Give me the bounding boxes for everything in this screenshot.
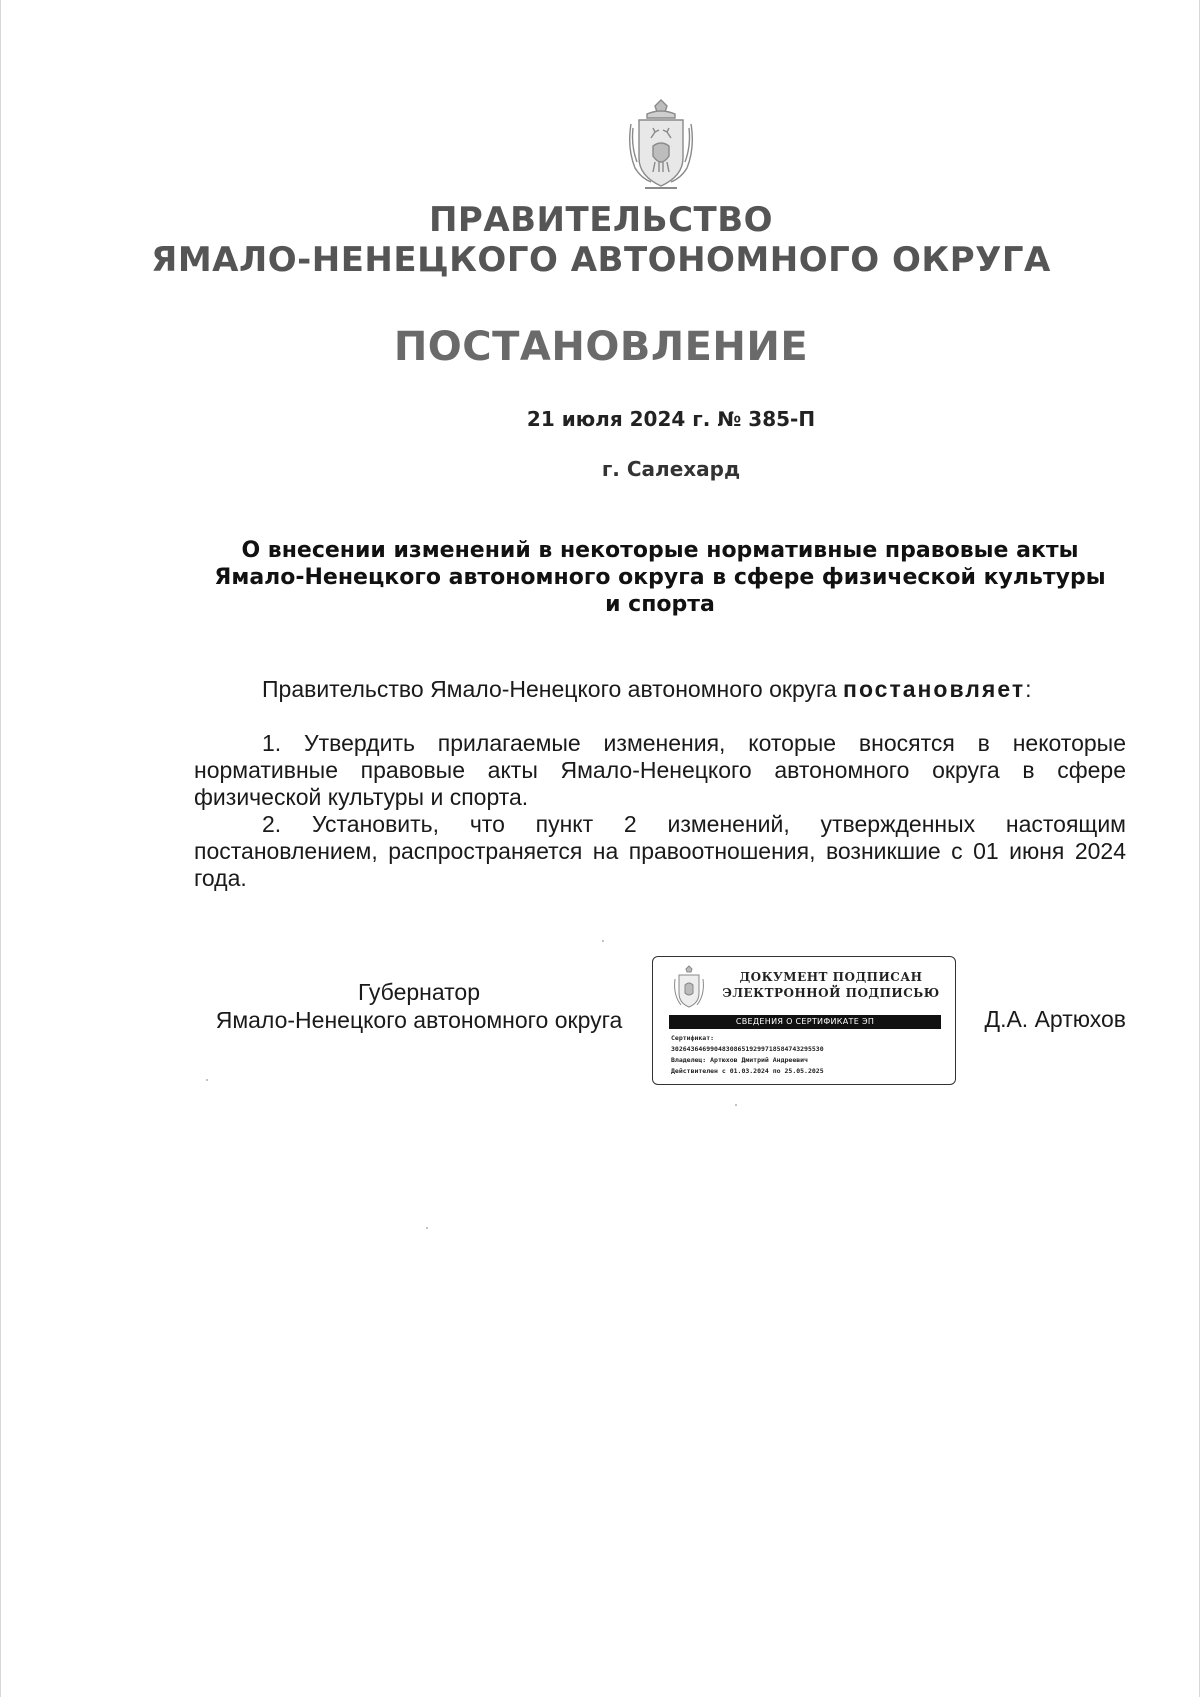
scan-speck: [735, 1104, 737, 1106]
document-date-number: 21 июля 2024 г. № 385-П: [526, 407, 816, 431]
position-title: Губернатор: [357, 979, 481, 1005]
stamp-validity: Действителен с 01.03.2024 по 25.05.2025: [671, 1067, 824, 1075]
position-region: Ямало-Ненецкого автономного округа: [215, 1007, 623, 1033]
stamp-cert-label: Сертификат:: [671, 1034, 715, 1042]
stamp-owner: Владелец: Артюхов Дмитрий Андреевич: [671, 1056, 808, 1064]
government-name: ПРАВИТЕЛЬСТВО: [428, 200, 774, 240]
preamble-text: Правительство Ямало-Ненецкого автономного округа: [262, 676, 844, 702]
scan-speck: [206, 1079, 208, 1081]
coat-of-arms-icon: [673, 965, 705, 1011]
preamble-tail: :: [1025, 676, 1032, 702]
subject-line: и спорта: [605, 592, 715, 617]
signatory-name: Д.А. Артюхов: [984, 1006, 1126, 1032]
scan-speck: [426, 1227, 428, 1229]
stamp-title: [713, 969, 949, 1001]
document-body: [194, 730, 1126, 892]
document-type: ПОСТАНОВЛЕНИЕ: [393, 324, 809, 370]
clause-item: 2. Установить, что пункт 2 изменений, утвержденных настоящим постановлением, распространяется на правоотношения, возникшие с 01 июня 2024 года.: [194, 811, 1126, 891]
stamp-certificate-bar: СВЕДЕНИЯ О СЕРТИФИКАТЕ ЭП: [669, 1015, 941, 1029]
coat-of-arms-icon: [625, 98, 697, 194]
stamp-cert-number: 302643646990483086519299718584743295530: [671, 1045, 824, 1053]
signatory-position: [194, 978, 644, 1034]
subject-line: О внесении изменений в некоторые нормативные правовые акты: [241, 538, 1079, 563]
stamp-title-line: ДОКУМЕНТ ПОДПИСАН: [739, 970, 923, 984]
scan-speck: [602, 940, 604, 942]
clause-item: 1. Утвердить прилагаемые изменения, которые вносятся в некоторые нормативные правовые акты Ямало-Ненецкого автономного округа в сфере физической культуры и спорта.: [194, 730, 1126, 810]
document-subject: [194, 537, 1126, 618]
region-name: ЯМАЛО-НЕНЕЦКОГО АВТОНОМНОГО ОКРУГА: [151, 240, 1051, 280]
subject-line: Ямало-Ненецкого автономного округа в сфере физической культуры: [214, 565, 1106, 590]
document-city: г. Салехард: [601, 457, 741, 481]
preamble-keyword: постановляет: [843, 676, 1026, 702]
preamble: [194, 676, 1126, 703]
stamp-title-line: ЭЛЕКТРОННОЙ ПОДПИСЬЮ: [722, 986, 940, 1000]
electronic-signature-stamp: [652, 956, 956, 1085]
